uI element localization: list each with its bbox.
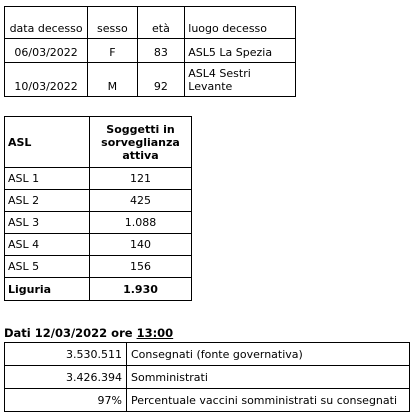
asl-value: 1.088 (90, 212, 192, 234)
death-place: ASL4 Sestri Levante (185, 63, 296, 97)
header-place: luogo decesso (185, 7, 296, 39)
table-row (5, 39, 296, 63)
total-value: 1.930 (90, 278, 192, 301)
table-row (5, 63, 296, 97)
asl-value: 425 (90, 190, 192, 212)
header-age: età (137, 7, 185, 39)
asl-name: ASL 5 (5, 256, 90, 278)
asl-value: 121 (90, 168, 192, 190)
deaths-table-header (5, 7, 296, 39)
vaccines-table (4, 342, 410, 412)
vaccine-value: 97% (5, 389, 127, 412)
table-row (5, 343, 410, 366)
death-age: 83 (137, 39, 185, 63)
surveillance-table-header (5, 117, 192, 168)
asl-name: ASL 1 (5, 168, 90, 190)
vaccine-label: Percentuale vaccini somministrati su consegnati (127, 389, 410, 412)
vaccine-label: Somministrati (127, 366, 410, 389)
data-heading (4, 326, 173, 340)
vaccine-value: 3.530.511 (5, 343, 127, 366)
table-row (5, 389, 410, 412)
vaccine-value: 3.426.394 (5, 366, 127, 389)
table-row (5, 190, 192, 212)
death-sex: M (88, 63, 137, 97)
asl-value: 140 (90, 234, 192, 256)
table-row (5, 212, 192, 234)
data-heading-prefix: Dati 12/03/2022 ore (4, 326, 133, 340)
total-label: Liguria (5, 278, 90, 301)
table-row (5, 256, 192, 278)
asl-name: ASL 4 (5, 234, 90, 256)
header-subjects: Soggetti in sorveglianza attiva (90, 117, 192, 168)
header-asl: ASL (5, 117, 90, 168)
header-date: data decesso (5, 7, 88, 39)
header-sex: sesso (88, 7, 137, 39)
table-row (5, 234, 192, 256)
data-heading-time: 13:00 (136, 326, 174, 340)
asl-value: 156 (90, 256, 192, 278)
asl-name: ASL 3 (5, 212, 90, 234)
surveillance-table (4, 116, 192, 301)
table-row (5, 366, 410, 389)
death-date: 10/03/2022 (5, 63, 88, 97)
vaccine-label: Consegnati (fonte governativa) (127, 343, 410, 366)
death-sex: F (88, 39, 137, 63)
death-place: ASL5 La Spezia (185, 39, 296, 63)
death-date: 06/03/2022 (5, 39, 88, 63)
asl-name: ASL 2 (5, 190, 90, 212)
table-row (5, 168, 192, 190)
total-row (5, 278, 192, 301)
death-age: 92 (137, 63, 185, 97)
deaths-table (4, 6, 296, 97)
